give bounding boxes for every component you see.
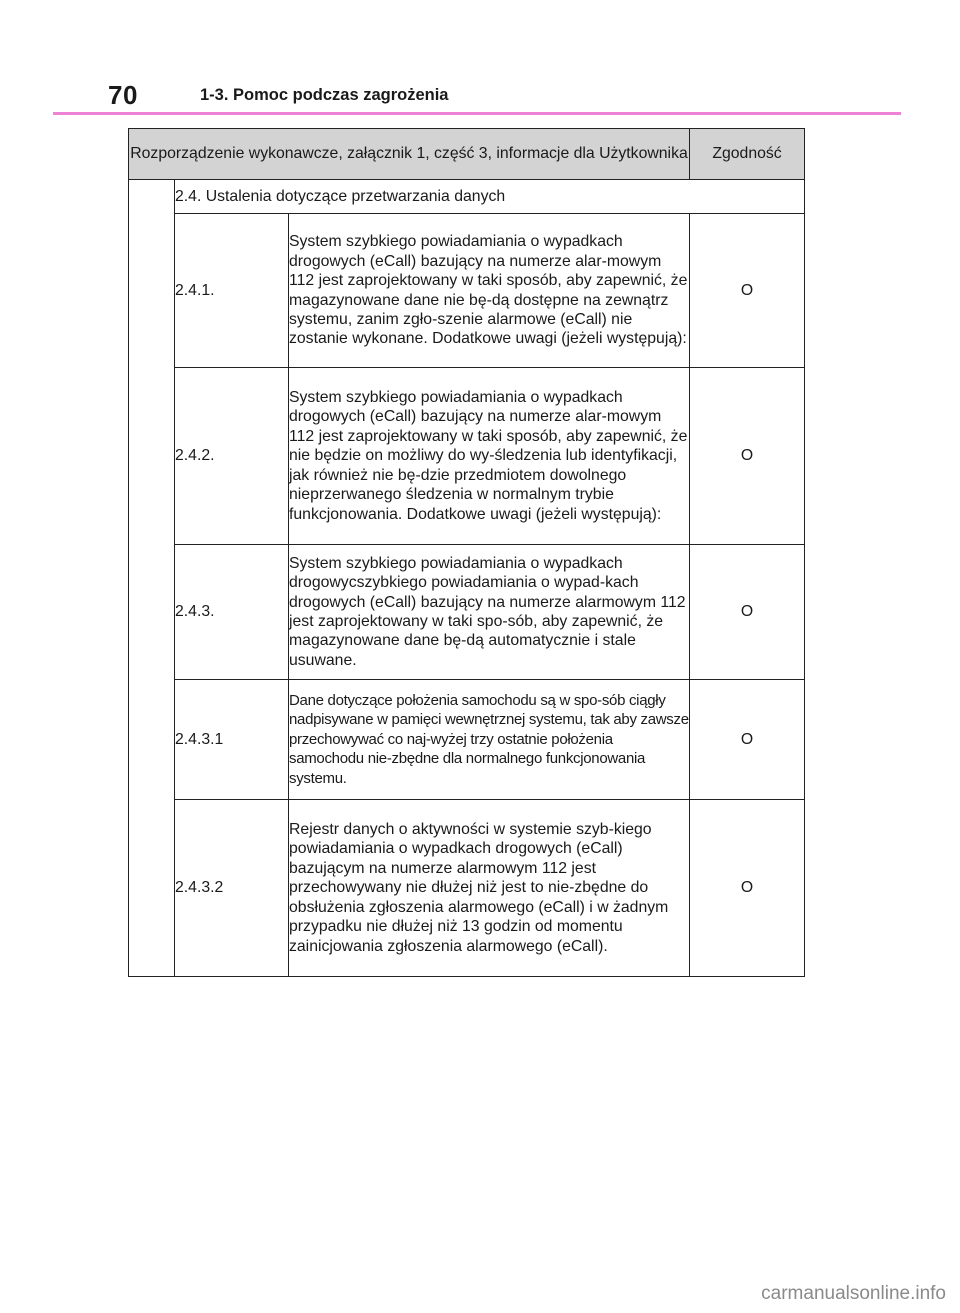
row-compliance-mark: O (690, 680, 805, 800)
footer-watermark: carmanualsonline.info (761, 1283, 946, 1304)
row-description: System szybkiego powiadamiania o wypadkach drogowych (eCall) bazujący na numerze alar-mowym 112 jest zaprojektowany w taki sposób, aby zapewnić, że nie będzie on możliwy do wy-śledzenia lub identyfikacji, jak również nie bę-dzie przedmiotem dowolnego nieprzerwanego śledzenia w normalnym trybie funkcjonowania. Dodatkowe uwagi (jeżeli występują): (289, 368, 690, 545)
table-section-title: 2.4. Ustalenia dotyczące przetwarzania danych (175, 180, 805, 214)
page-number: 70 (108, 80, 138, 110)
row-description: System szybkiego powiadamiania o wypadkach drogowych (eCall) bazujący na numerze alar-mowym 112 jest zaprojektowany w taki sposób, aby zapewnić, że magazynowane dane nie bę-dą dostępne na zewnątrz systemu, zanim zgło-szenie alarmowe (eCall) nie zostanie wykonane. Dodatkowe uwagi (jeżeli występują): (289, 214, 690, 368)
table-section-row (129, 180, 805, 214)
row-compliance-mark: O (690, 368, 805, 545)
row-number: 2.4.2. (175, 368, 289, 545)
row-description: Rejestr danych o aktywności w systemie szyb-kiego powiadamiania o wypadkach drogowych (eCall) bazującym na numerze alarmowym 112 jest przechowywany nie dłużej niż jest to nie-zbędne do obsłużenia zgłoszenia alarmowego (eCall) i w żadnym przypadku nie dłużej niż 13 godzin od momentu zainicjowania zgłoszenia alarmowego (eCall). (289, 800, 690, 977)
row-number: 2.4.3.1 (175, 680, 289, 800)
column-header-regulation: Rozporządzenie wykonawcze, załącznik 1, część 3, informacje dla Użytkownika (129, 129, 690, 180)
row-description: System szybkiego powiadamiania o wypadkach drogowycszybkiego powiadamiania o wypad-kach drogowych (eCall) bazujący na numerze alarmowym 112 jest zaprojektowany w taki spo-sób, aby zapewnić, że magazynowane dane bę-dą automatycznie i stale usuwane. (289, 545, 690, 680)
row-description: Dane dotyczące położenia samochodu są w spo-sób ciągły nadpisywane w pamięci wewnętrznej systemu, tak aby zawsze przechowywać co naj-wyżej trzy ostatnie położenia samochodu nie-zbędne dla normalnego funkcjonowania systemu. (289, 680, 690, 800)
table-row (129, 800, 805, 977)
table-group-cell (129, 180, 175, 977)
row-number: 2.4.3.2 (175, 800, 289, 977)
row-number: 2.4.1. (175, 214, 289, 368)
section-title: 1-3. Pomoc podczas zagrożenia (200, 86, 449, 104)
column-header-compliance: Zgodność (690, 129, 805, 180)
row-number: 2.4.3. (175, 545, 289, 680)
row-compliance-mark: O (690, 545, 805, 680)
header-rule (53, 112, 901, 115)
table-row (129, 214, 805, 368)
row-compliance-mark: O (690, 214, 805, 368)
table-header-row (129, 129, 805, 180)
table-row (129, 368, 805, 545)
row-compliance-mark: O (690, 800, 805, 977)
compliance-table (128, 128, 805, 977)
table-row (129, 680, 805, 800)
table-row (129, 545, 805, 680)
